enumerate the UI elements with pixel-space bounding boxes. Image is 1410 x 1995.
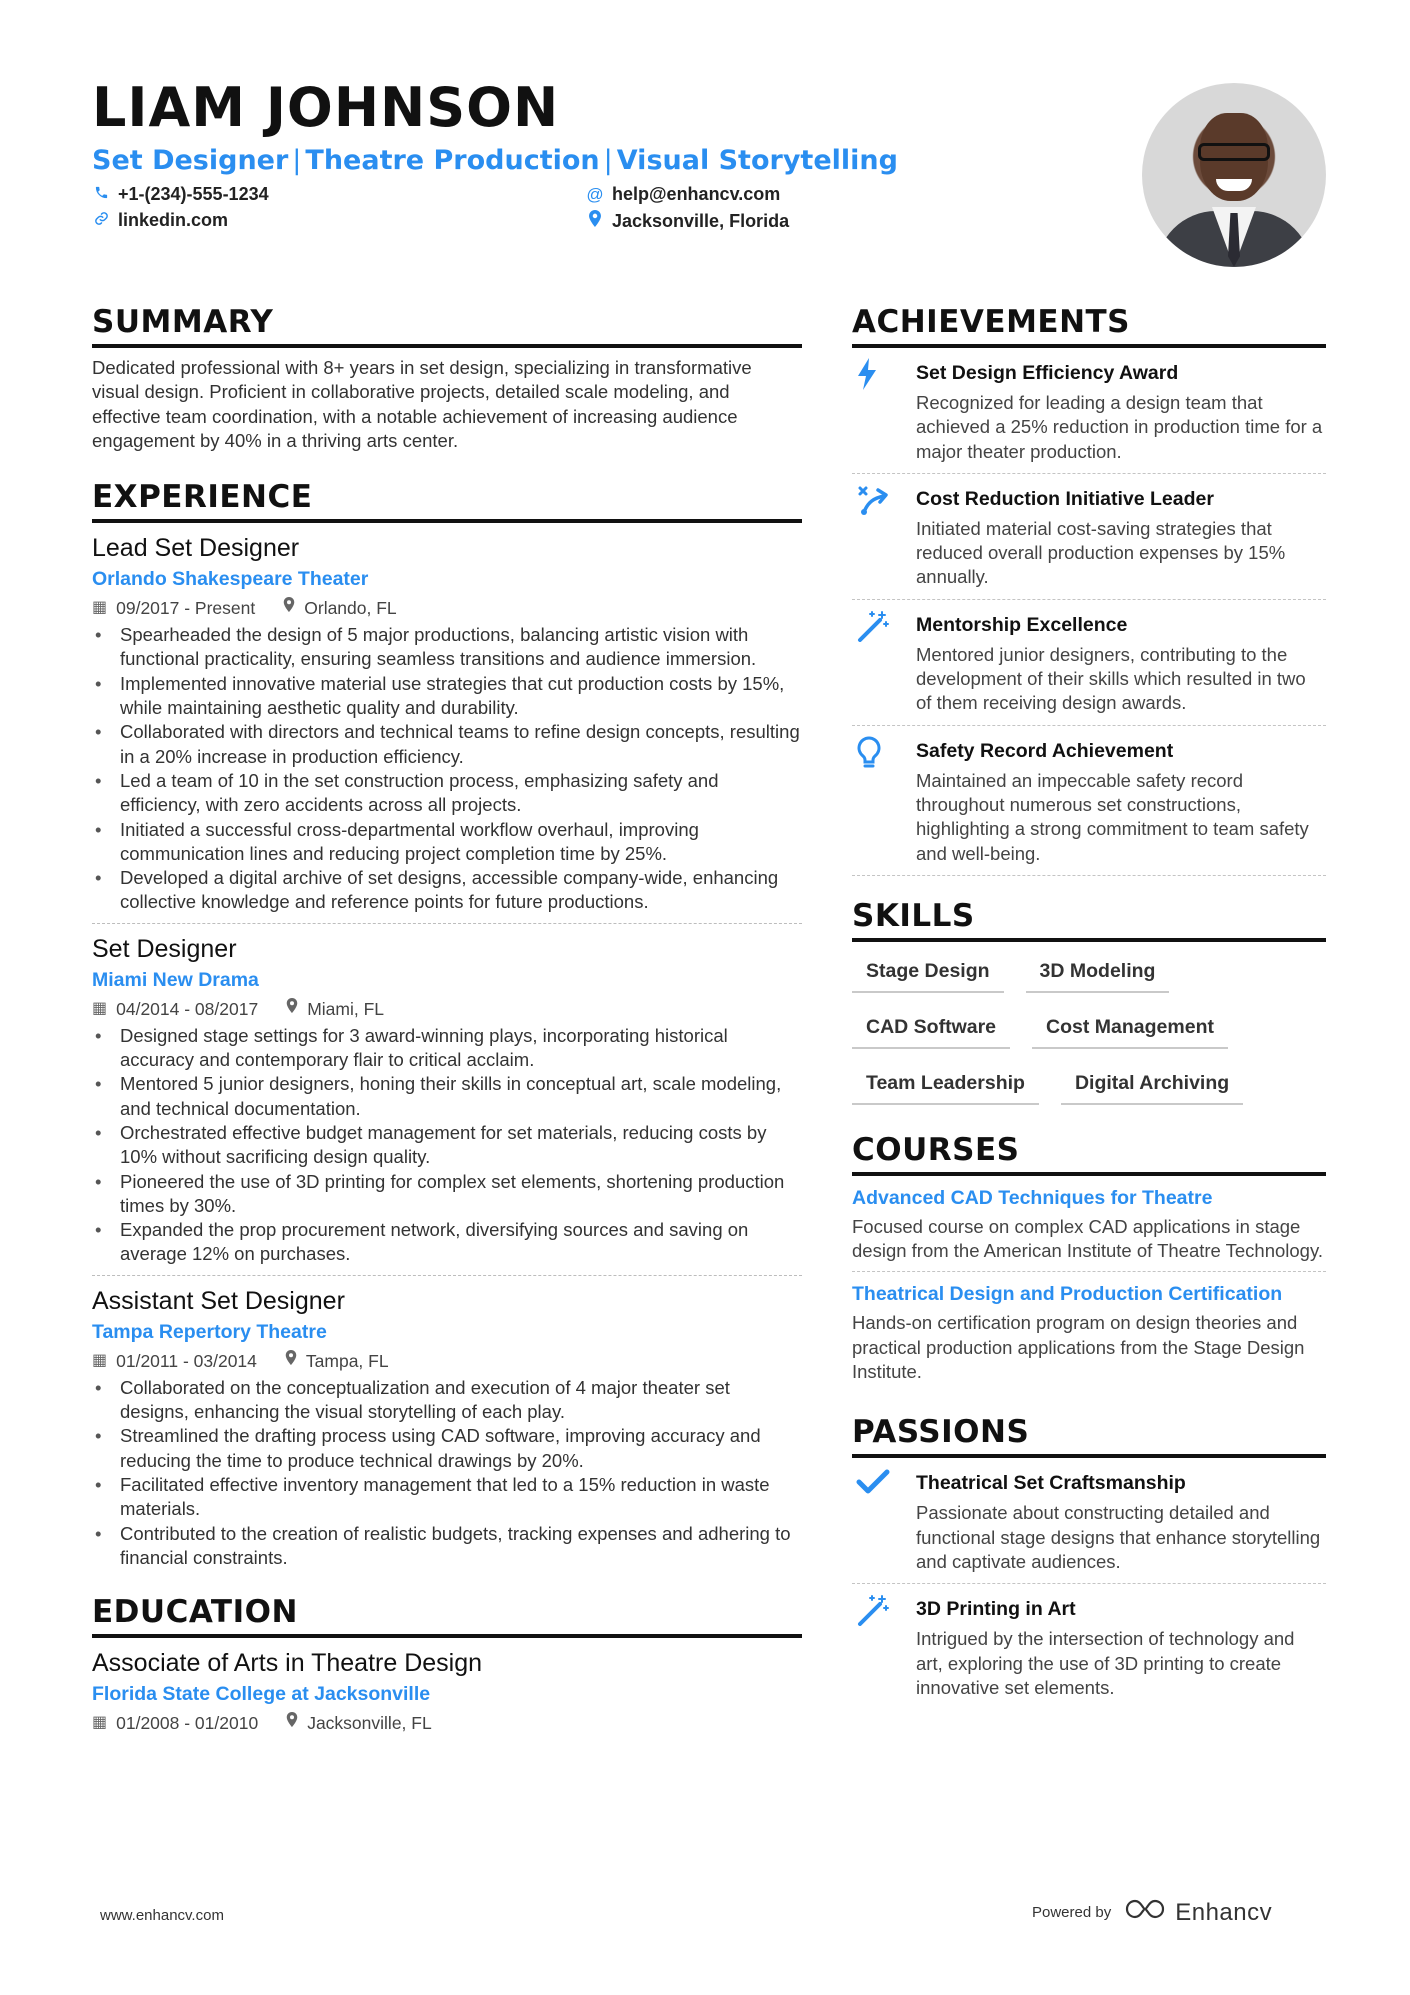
experience-heading: EXPERIENCE <box>92 479 802 523</box>
achievement-desc: Maintained an impeccable safety record throughout numerous set constructions, highlighting a strong commitment to team safety and well-being. <box>916 769 1309 864</box>
job-dates: 09/2017 - Present <box>116 598 256 619</box>
headline-separator: | <box>292 145 302 176</box>
bullet-item: • Orchestrated effective budget management for set materials, reducing costs by 10% without sacrificing design quality. <box>92 1121 802 1170</box>
passion-desc: Passionate about constructing detailed and functional stage designs that enhance storytelling and captivate audiences. <box>916 1502 1321 1572</box>
bullet-item: • Streamlined the drafting process using CAD software, improving accuracy and reducing the time to produce technical drawings by 20%. <box>92 1424 802 1473</box>
job-dates: 01/2011 - 03/2014 <box>116 1350 257 1371</box>
job-entry <box>92 531 802 924</box>
email-contact[interactable] <box>586 184 780 205</box>
bullet-item: • Led a team of 10 in the set construction process, emphasizing safety and efficiency, with zero accidents across all projects. <box>92 769 802 818</box>
skill-tag: Cost Management <box>1032 1010 1228 1049</box>
achievement-title: Cost Reduction Initiative Leader <box>916 487 1214 510</box>
job-dates: 04/2014 - 08/2017 <box>116 998 259 1019</box>
job-title: Assistant Set Designer <box>92 1286 345 1315</box>
bullet-item: • Contributed to the creation of realistic budgets, tracking expenses and adhering to financial constraints. <box>92 1522 802 1571</box>
achievement-item <box>852 726 1326 876</box>
location-pin-icon <box>586 210 604 232</box>
summary-text: Dedicated professional with 8+ years in set design, specializing in transformative visual design. Proficient in collaborative projects, detailed scale modeling, and effective team coordination, with a notable achievement of increasing audience engagement by 40% in a thriving arts center. <box>92 357 752 451</box>
skill-tag: Team Leadership <box>852 1066 1039 1105</box>
achievement-title: Safety Record Achievement <box>916 739 1174 762</box>
bullet-item: • Mentored 5 junior designers, honing their skills in conceptual art, scale modeling, and technical documentation. <box>92 1072 802 1121</box>
skill-tag: Stage Design <box>852 954 1004 993</box>
course-desc: Hands-on certification program on design theories and practical production applications from the Stage Design Institute. <box>852 1312 1305 1383</box>
job-meta <box>92 595 802 621</box>
footer-branding <box>1032 1898 1272 1927</box>
header <box>92 78 1092 240</box>
calendar-icon: ▦ <box>92 1714 108 1732</box>
courses-heading: COURSES <box>852 1132 1326 1176</box>
achievement-title: Mentorship Excellence <box>916 613 1128 636</box>
bullet-item: • Facilitated effective inventory management that led to a 15% reduction in waste materials. <box>92 1473 802 1522</box>
job-entry <box>92 1284 802 1570</box>
course-title: Theatrical Design and Production Certification <box>852 1283 1283 1306</box>
achievement-title: Set Design Efficiency Award <box>916 362 1179 384</box>
passion-item <box>852 1458 1326 1584</box>
job-meta <box>92 1348 802 1374</box>
linkedin-contact[interactable] <box>92 210 228 231</box>
achievement-item <box>852 474 1326 600</box>
job-meta <box>92 996 802 1022</box>
passion-title: Theatrical Set Craftsmanship <box>916 1472 1186 1495</box>
location-pin-icon <box>286 996 298 1022</box>
job-location: Miami, FL <box>307 998 385 1019</box>
job-entry <box>92 932 802 1276</box>
brand-logo[interactable] <box>1123 1898 1272 1927</box>
calendar-icon: ▦ <box>92 1351 108 1369</box>
education-heading: EDUCATION <box>92 1594 802 1638</box>
contact-info <box>92 184 1092 240</box>
bullet-item: • Collaborated on the conceptualization and execution of 4 major theater set designs, enhancing the visual storytelling of each play. <box>92 1376 802 1425</box>
course-desc: Focused course on complex CAD applications in stage design from the American Institute of Theatre Technology. <box>852 1215 1323 1262</box>
company-name: Orlando Shakespeare Theater <box>92 568 369 591</box>
bullet-item: • Collaborated with directors and technical teams to refine design concepts, resulting in a 20% increase in production efficiency. <box>92 720 802 769</box>
bullet-item: • Initiated a successful cross-departmental workflow overhaul, improving communication lines and reducing project completion time by 25%. <box>92 818 802 867</box>
bullet-item: • Spearheaded the design of 5 major productions, balancing artistic vision with functional practicality, ensuring seamless transitions and audience immersion. <box>92 623 802 672</box>
headline-separator: | <box>603 145 613 176</box>
education-entry <box>92 1646 802 1736</box>
achievement-desc: Initiated material cost-saving strategies that reduced overall production expenses by 15% annually. <box>916 517 1286 588</box>
passion-title: 3D Printing in Art <box>916 1598 1076 1621</box>
email-text: help@enhancv.com <box>612 184 781 204</box>
company-name: Tampa Repertory Theatre <box>92 1320 327 1343</box>
divider <box>852 1271 1326 1272</box>
phone-text: +1-(234)-555-1234 <box>118 184 269 204</box>
passion-item <box>852 1584 1326 1709</box>
course-title: Advanced CAD Techniques for Theatre <box>852 1186 1213 1209</box>
course-item <box>852 1282 1326 1392</box>
phone-icon <box>92 185 110 205</box>
headline-title-3: Visual Storytelling <box>616 145 898 176</box>
headline <box>92 144 1092 178</box>
location-text: Jacksonville, Florida <box>612 210 790 231</box>
footer-website[interactable]: www.enhancv.com <box>100 1907 224 1924</box>
lightning-icon <box>852 358 916 464</box>
headline-title-2: Theatre Production <box>305 145 600 176</box>
course-item <box>852 1186 1326 1272</box>
job-title: Set Designer <box>92 934 237 963</box>
profile-photo <box>1142 83 1326 267</box>
achievement-desc: Mentored junior designers, contributing to the development of their skills which resulted in two of them receiving design awards. <box>916 643 1306 714</box>
candidate-name: LIAM JOHNSON <box>92 76 560 139</box>
skills-list <box>852 954 1326 1122</box>
skill-tag: Digital Archiving <box>1061 1066 1243 1105</box>
summary-heading: SUMMARY <box>92 304 802 348</box>
school-name: Florida State College at Jacksonville <box>92 1683 431 1706</box>
headline-title-1: Set Designer <box>92 145 289 176</box>
job-bullets <box>92 623 802 915</box>
brand-name: Enhancv <box>1175 1898 1273 1926</box>
divider <box>92 923 802 924</box>
bullet-item: • Designed stage settings for 3 award-winning plays, incorporating historical accuracy and contemporary flair to critical acclaim. <box>92 1024 802 1073</box>
achievement-desc: Recognized for leading a design team that achieved a 25% reduction in production time for a major theater production. <box>916 392 1323 462</box>
calendar-icon: ▦ <box>92 599 108 617</box>
linkedin-text: linkedin.com <box>118 210 229 230</box>
lightbulb-icon <box>852 736 916 866</box>
calendar-icon: ▦ <box>92 999 108 1017</box>
job-bullets <box>92 1376 802 1570</box>
achievement-item <box>852 600 1326 726</box>
company-name: Miami New Drama <box>92 968 259 991</box>
bullet-item: • Pioneered the use of 3D printing for complex set elements, shortening production times by 30%. <box>92 1170 802 1219</box>
powered-by-text: Powered by <box>1032 1904 1112 1921</box>
achievement-item <box>852 348 1326 474</box>
location-pin-icon <box>285 1348 297 1374</box>
education-dates: 01/2008 - 01/2010 <box>116 1713 259 1734</box>
job-title: Lead Set Designer <box>92 534 300 563</box>
job-bullets <box>92 1024 802 1267</box>
skill-tag: 3D Modeling <box>1026 954 1170 993</box>
magic-wand-icon <box>852 1594 916 1700</box>
location-contact <box>586 210 789 232</box>
right-column <box>852 304 1326 1709</box>
job-location: Tampa, FL <box>305 1350 389 1371</box>
bullet-item: • Implemented innovative material use strategies that cut production costs by 15%, while maintaining aesthetic quality and durability. <box>92 672 802 721</box>
skill-tag: CAD Software <box>852 1010 1010 1049</box>
bullet-item: • Developed a digital archive of set designs, accessible company-wide, enhancing collective knowledge and reference points for future productions. <box>92 866 802 915</box>
skills-heading: SKILLS <box>852 898 1326 942</box>
achievements-heading: ACHIEVEMENTS <box>852 304 1326 348</box>
magic-wand-icon <box>852 610 916 716</box>
phone-contact[interactable] <box>92 184 269 205</box>
education-location: Jacksonville, FL <box>307 1713 432 1734</box>
job-location: Orlando, FL <box>304 598 397 619</box>
at-icon: @ <box>586 184 604 204</box>
bullet-item: • Expanded the prop procurement network, diversifying sources and saving on average 12% on purchases. <box>92 1218 802 1267</box>
strategy-arrow-icon <box>852 484 916 590</box>
education-meta <box>92 1710 802 1736</box>
location-pin-icon <box>283 595 295 621</box>
passions-heading: PASSIONS <box>852 1414 1326 1458</box>
location-pin-icon <box>286 1710 298 1736</box>
left-column <box>92 304 802 1736</box>
degree-title: Associate of Arts in Theatre Design <box>92 1649 483 1678</box>
enhancv-logo-icon <box>1123 1898 1167 1927</box>
checkmark-icon <box>852 1468 916 1574</box>
divider <box>92 1275 802 1276</box>
passion-desc: Intrigued by the intersection of technology and art, exploring the use of 3D printing to create innovative set elements. <box>916 1628 1295 1698</box>
link-icon <box>92 211 110 231</box>
